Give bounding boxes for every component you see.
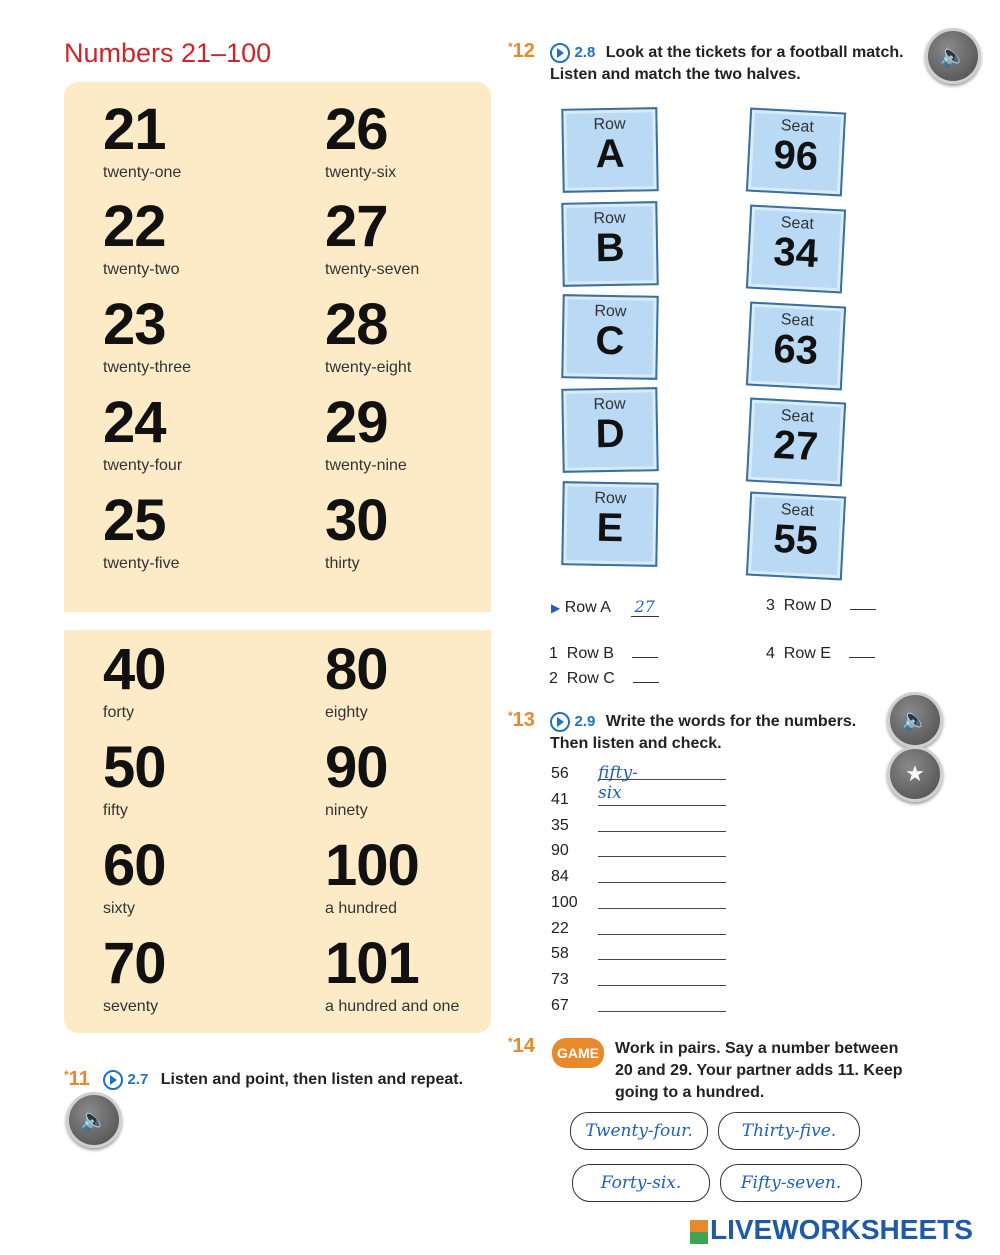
number-item: 50 fifty — [103, 735, 166, 819]
speaker-icon: 🔈 — [80, 1107, 108, 1132]
exercise-14-number: *14 — [508, 1035, 535, 1057]
track-number: 2.9 — [574, 713, 596, 730]
game-badge: GAME — [552, 1038, 604, 1068]
number-item: 21 twenty-one — [103, 97, 182, 181]
answer-blank[interactable] — [849, 657, 875, 658]
match-item: 1 Row B — [549, 645, 658, 663]
number-item: 40 forty — [103, 637, 166, 721]
row-ticket: Row D — [561, 387, 658, 473]
number-item: 25 twenty-five — [103, 488, 180, 572]
instruction-line-2: Listen and match the two halves. — [550, 66, 801, 83]
match-item: 2 Row C — [549, 670, 659, 688]
seat-ticket: Seat 34 — [746, 205, 846, 294]
track-number: 2.8 — [574, 44, 596, 61]
write-row: 100 — [551, 894, 578, 912]
page-title: Numbers 21–100 — [64, 38, 272, 68]
exercise-11-instruction — [103, 1069, 463, 1091]
match-example: ▶ Row A 27 — [551, 597, 659, 617]
audio-button[interactable] — [925, 28, 981, 84]
instruction-line-2: 20 and 29. Your partner adds 11. Keep — [615, 1062, 903, 1079]
play-icon — [550, 712, 570, 732]
exercise-14-instruction — [615, 1038, 903, 1104]
number-item: 70 seventy — [103, 931, 166, 1015]
instruction-line-2: Then listen and check. — [550, 735, 722, 752]
write-row: 22 — [551, 920, 569, 938]
answer-blank[interactable] — [850, 609, 876, 610]
exercise-13-number: *13 — [508, 709, 535, 731]
play-icon — [103, 1070, 123, 1090]
seat-ticket: Seat 96 — [746, 108, 846, 197]
number-item: 90 ninety — [325, 735, 388, 819]
seat-ticket: Seat 63 — [746, 302, 846, 391]
star-icon: ★ — [905, 761, 925, 786]
exercise-13-instruction — [550, 711, 856, 755]
speech-bubble: Twenty-four. — [570, 1112, 708, 1150]
exercise-11-number: *11 — [64, 1068, 90, 1090]
speech-bubble: Forty-six. — [572, 1164, 710, 1202]
number-item: 24 twenty-four — [103, 390, 183, 474]
speech-bubble: Thirty-five. — [718, 1112, 860, 1150]
track-number: 2.7 — [127, 1071, 149, 1088]
write-row: 41 — [551, 791, 569, 809]
seat-ticket: Seat 55 — [746, 492, 846, 581]
row-ticket: Row A — [561, 107, 658, 193]
row-ticket: Row C — [561, 294, 658, 380]
write-answer[interactable]: fifty-six — [598, 763, 638, 803]
exercise-12-instruction — [550, 42, 904, 86]
number-item: 100 a hundred — [325, 833, 419, 917]
number-item: 60 sixty — [103, 833, 166, 917]
answer-blank[interactable] — [632, 657, 658, 658]
instruction-line-1: Look at the tickets for a football match. — [605, 44, 904, 61]
instruction-text: Listen and point, then listen and repeat. — [160, 1071, 464, 1088]
write-row: 58 — [551, 945, 569, 963]
speaker-icon: 🔈 — [901, 707, 929, 732]
number-item: 101 a hundred and one — [325, 931, 460, 1015]
instruction-line-1: Work in pairs. Say a number between — [615, 1040, 899, 1057]
play-icon — [550, 43, 570, 63]
audio-button[interactable] — [887, 692, 943, 748]
match-item: 4 Row E — [766, 645, 875, 663]
number-item: 22 twenty-two — [103, 194, 180, 278]
write-row: 90 — [551, 842, 569, 860]
example-arrow-icon: ▶ — [551, 601, 561, 615]
answer-blank[interactable] — [633, 682, 659, 683]
liveworksheets-icon — [690, 1220, 708, 1244]
exercise-12-number: *12 — [508, 40, 535, 62]
instruction-line-3: going to a hundred. — [615, 1084, 765, 1101]
write-row: 84 — [551, 868, 569, 886]
write-row: 67 — [551, 997, 569, 1015]
instruction-line-1: Write the words for the numbers. — [605, 713, 857, 730]
number-item: 29 twenty-nine — [325, 390, 407, 474]
number-item: 28 twenty-eight — [325, 292, 412, 376]
number-item: 30 thirty — [325, 488, 388, 572]
match-item: 3 Row D — [766, 597, 876, 615]
write-row: 73 — [551, 971, 569, 989]
number-item: 80 eighty — [325, 637, 388, 721]
speaker-icon: 🔈 — [939, 43, 967, 68]
number-item: 23 twenty-three — [103, 292, 192, 376]
row-ticket: Row B — [561, 201, 658, 287]
panel-divider — [64, 612, 491, 630]
write-row: 35 — [551, 817, 569, 835]
write-row: 56 fifty-six — [551, 765, 569, 783]
speech-bubble: Fifty-seven. — [720, 1164, 862, 1202]
number-item: 27 twenty-seven — [325, 194, 420, 278]
row-ticket: Row E — [561, 481, 658, 567]
audio-button[interactable] — [66, 1092, 122, 1148]
example-answer: 27 — [631, 597, 659, 617]
seat-ticket: Seat 27 — [746, 398, 846, 487]
number-item: 26 twenty-six — [325, 97, 397, 181]
star-button[interactable] — [887, 746, 943, 802]
liveworksheets-logo[interactable]: LIVEWORKSHEETS — [690, 1214, 973, 1246]
